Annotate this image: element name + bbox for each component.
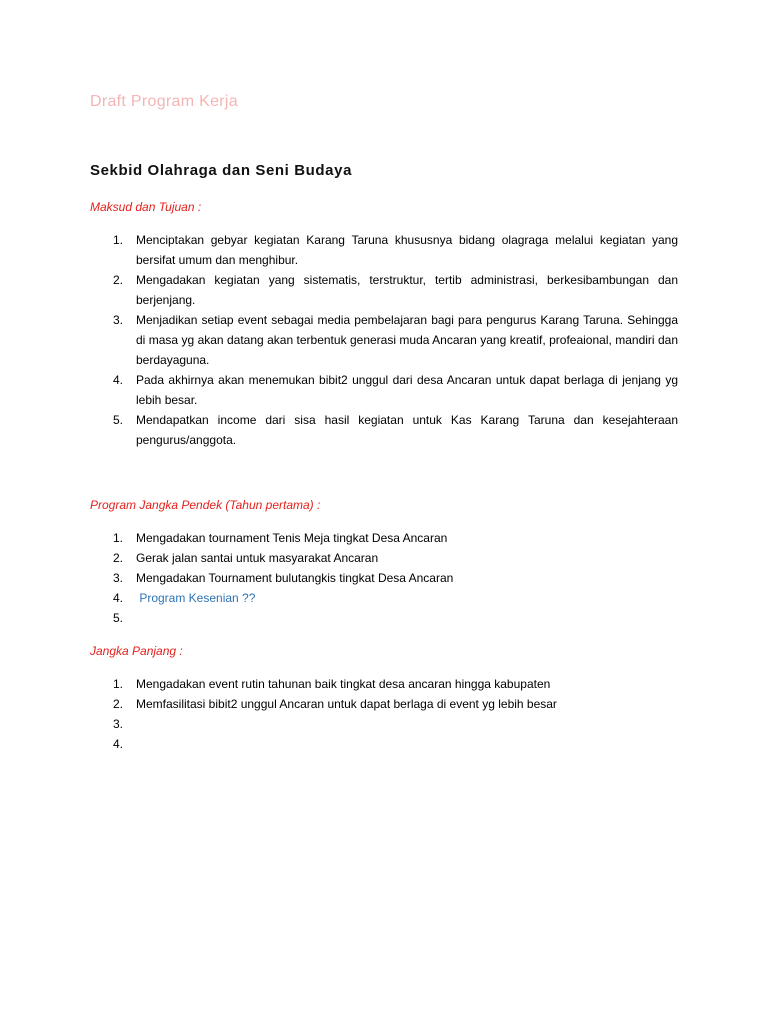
list-number: 4. [113, 591, 124, 605]
list-number: 3. [113, 313, 124, 327]
list-text [136, 714, 678, 734]
list-text: Gerak jalan santai untuk masyarakat Ancaran [136, 551, 379, 565]
list-number: 2. [113, 551, 124, 565]
list-item [0, 270, 768, 310]
list-item [0, 410, 768, 450]
panjang-heading: Jangka Panjang : [90, 644, 183, 658]
list-number: 5. [113, 413, 124, 427]
list-item [0, 608, 768, 628]
list-number: 1. [113, 233, 124, 247]
list-item [0, 528, 768, 548]
list-number: 2. [113, 273, 124, 287]
list-text-highlight: Program Kesenian ?? [136, 591, 256, 605]
list-number: 2. [113, 697, 124, 711]
list-number: 4. [113, 737, 124, 751]
list-item [0, 694, 768, 714]
list-item [0, 588, 768, 608]
list-text: Mengadakan tournament Tenis Meja tingkat Desa Ancaran [136, 531, 448, 545]
section-title: Sekbid Olahraga dan Seni Budaya [90, 162, 353, 179]
list-number: 1. [113, 677, 124, 691]
list-item [0, 310, 768, 370]
list-text: Mengadakan kegiatan yang sistematis, terstruktur, tertib administrasi, berkesibambungan dan berjenjang. [136, 273, 678, 307]
list-text: Memfasilitasi bibit2 unggul Ancaran untuk dapat berlaga di event yg lebih besar [136, 697, 557, 711]
list-number: 3. [113, 717, 124, 731]
maksud-list [0, 230, 768, 450]
list-item [0, 734, 768, 754]
list-text: Mendapatkan income dari sisa hasil kegiatan untuk Kas Karang Taruna dan kesejahteraan pengurus/anggota. [136, 413, 678, 447]
list-item [0, 674, 768, 694]
list-item [0, 370, 768, 410]
list-text: Menciptakan gebyar kegiatan Karang Taruna khususnya bidang olagraga melalui kegiatan yang bersifat umum dan menghibur. [136, 233, 678, 267]
document-title: Draft Program Kerja [90, 93, 238, 110]
list-number: 5. [113, 611, 124, 625]
list-text: Pada akhirnya akan menemukan bibit2 unggul dari desa Ancaran untuk dapat berlaga di jenjang yg lebih besar. [136, 373, 678, 407]
list-number: 4. [113, 373, 124, 387]
list-item [0, 230, 768, 270]
list-number: 1. [113, 531, 124, 545]
list-text [136, 608, 678, 628]
pendek-list [0, 528, 768, 628]
maksud-heading: Maksud dan Tujuan : [90, 200, 202, 214]
list-text: Menjadikan setiap event sebagai media pembelajaran bagi para pengurus Karang Taruna. Sehingga di masa yg akan datang akan terbentuk generasi muda Ancaran yang kreatif, profeaional, mandiri dan berdayaguna. [136, 313, 678, 367]
list-text [136, 734, 678, 754]
list-item [0, 548, 768, 568]
list-item [0, 568, 768, 588]
list-item [0, 714, 768, 734]
panjang-list [0, 674, 768, 754]
pendek-heading: Program Jangka Pendek (Tahun pertama) : [90, 498, 321, 512]
list-text: Mengadakan Tournament bulutangkis tingkat Desa Ancaran [136, 571, 454, 585]
list-number: 3. [113, 571, 124, 585]
list-text: Mengadakan event rutin tahunan baik tingkat desa ancaran hingga kabupaten [136, 677, 551, 691]
